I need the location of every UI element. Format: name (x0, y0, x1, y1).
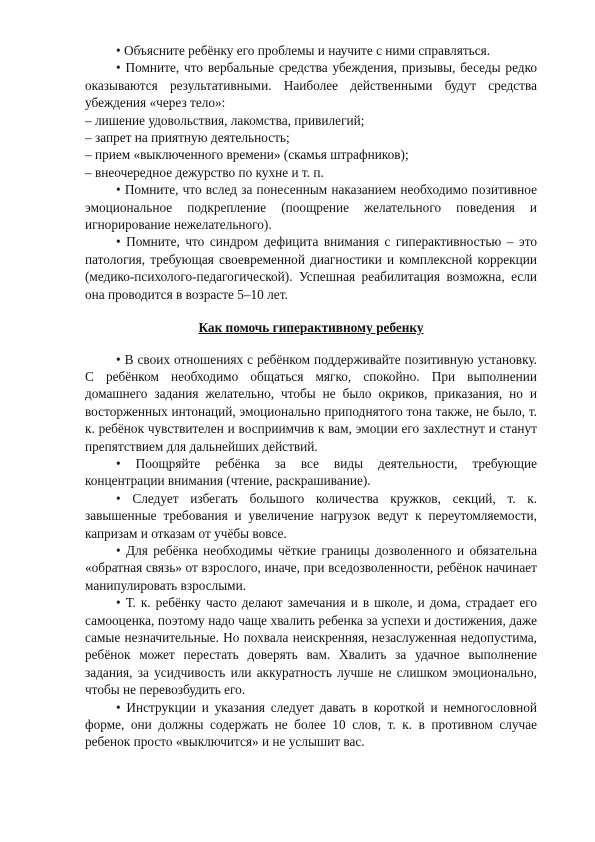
paragraph-positive-attitude: • В своих отношениях с ребёнком поддерживайте позитивную установку. С ребёнком необходимо общаться мягко, спокойно. При выполнении домашнего задания желательно, чтобы не было окриков, приказания, но и восторженных интонаций, эмоционально приподнятого тона также, не было, т. к. ребёнок чувствителен и восприимчив к вам, эмоции его захлестнут и станут препятствием для дальнейших действий. (85, 351, 537, 454)
paragraph-verbal-means: • Помните, что вербальные средства убеждения, призывы, беседы редко оказываются результативными. Наиболее действенными будут средства убеждения «через тело»: (85, 60, 537, 111)
paragraph-encourage-attention: • Поощряйте ребёнка за все виды деятельности, требующие концентрации внимания (чтение, раскрашивание). (85, 455, 537, 489)
list-item-kitchen-duty: – внеочередное дежурство по кухне и т. п. (85, 164, 324, 180)
list-item-ban-activity: – запрет на приятную деятельность; (85, 130, 290, 146)
list-item-deprivation: – лишение удовольствия, лакомства, привилегий; (85, 112, 365, 128)
paragraph-positive-reinforcement: • Помните, что вслед за понесенным наказанием необходимо позитивное эмоциональное подкрепление (поощрение желательного поведения и игнорирование нежелательного). (85, 182, 537, 233)
paragraph-clear-boundaries: • Для ребёнка необходимы чёткие границы дозволенного и обязательна «обратная связь» от взрослого, иначе, при вседозволенности, ребёнок начинает манипулировать взрослыми. (85, 542, 537, 593)
paragraph-praise: • Т. к. ребёнку часто делают замечания и в школе, и дома, страдает его самооценка, поэтому надо чаще хвалить ребенка за успехи и достижения, даже самые незначительные. Но похвала неискренняя, незаслуженная недопустима, ребёнок может перестать доверять вам. Хвалить за удачное выполнение задания, за усидчивость или аккуратность лучше не слишком эмоционально, чтобы не перевозбудить его. (85, 595, 537, 698)
section-heading: Как помочь гиперактивному ребенку (198, 320, 424, 336)
paragraph-avoid-overload: • Следует избегать большого количества кружков, секций, т. к. завышенные требования и увеличение нагрузок ведут к переутомляемости, капризам и отказам от учёбы вовсе. (85, 490, 537, 541)
paragraph-explain-problems: • Объясните ребёнку его проблемы и научите с ними справляться. (116, 43, 491, 58)
paragraph-adhd-pathology: • Помните, что синдром дефицита внимания с гиперактивностью – это патология, требующая своевременной диагностики и комплексной коррекции (медико-психолого-педагогической). Успешная реабилитация возможна, если она проводится в возрасте 5–10 лет. (85, 234, 537, 302)
list-item-timeout: – прием «выключенного времени» (скамья штрафников); (85, 147, 409, 163)
paragraph-short-instructions: • Инструкции и указания следует давать в короткой и немногословной форме, они должны содержать не более 10 слов, т. к. в противном случае ребенок просто «выключится» и не услышит вас. (85, 699, 537, 750)
